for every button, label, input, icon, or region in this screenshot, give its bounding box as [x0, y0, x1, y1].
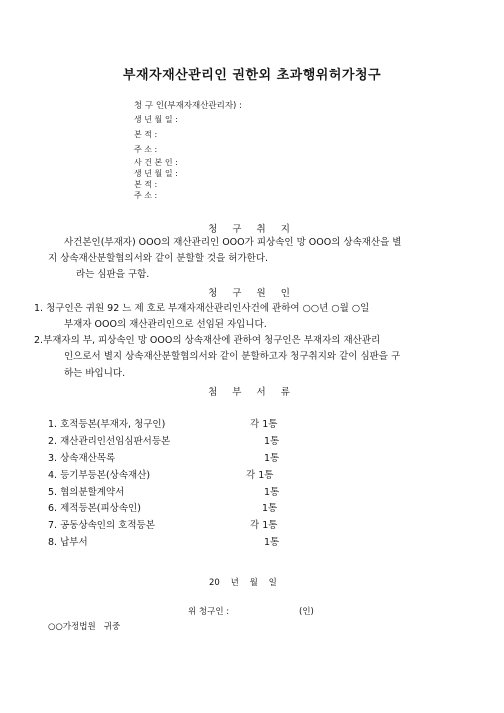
- cause-item1-line1: 1. 청구인은 귀원 92 느 제 호로 부재자재산관리인사건에 관하여 ○○년 ○월 ○일: [34, 303, 370, 314]
- cause-item2-line3: 하는 바입니다.: [64, 368, 126, 379]
- attachment-qty: 1통: [262, 503, 278, 514]
- applicant-domicile: 본 적 :: [134, 130, 158, 139]
- attachment-name: 4. 등기부등본(상속재산): [48, 470, 151, 481]
- case-person-name: 사 건 본 인 :: [134, 158, 178, 167]
- attachment-qty: 각 1통: [246, 470, 274, 481]
- cause-heading: 청 구 원 인: [208, 288, 296, 299]
- attachment-name: 2. 재산관리인선임심판서등본: [48, 436, 171, 447]
- purpose-line-1: 사건본인(부재자) OOO의 재산관리인 OOO가 피상속인 망 OOO의 상속재산을 별: [64, 237, 402, 248]
- date-line: 20 년 월 일: [209, 578, 277, 588]
- attachment-name: 8. 납부서: [48, 537, 88, 548]
- attachment-name: 1. 호적등본(부재자, 청구인): [48, 419, 166, 430]
- signature-seal: (인): [299, 607, 314, 617]
- applicant-label: 청 구 인(부재자재산관리자) :: [134, 101, 242, 111]
- applicant-birth: 생 년 월 일 :: [134, 115, 178, 124]
- attachment-qty: 1통: [264, 537, 280, 548]
- case-person-address: 주 소 :: [134, 191, 158, 200]
- attachment-name: 7. 공동상속인의 호적등본: [48, 520, 155, 531]
- purpose-heading: 청 구 취 지: [208, 224, 296, 235]
- court-addressee: ○○가정법원 귀중: [48, 622, 121, 632]
- applicant-address: 주 소 :: [134, 145, 158, 154]
- purpose-line-3: 라는 심판을 구함.: [76, 269, 150, 280]
- signature-label: 위 청구인 :: [188, 607, 230, 617]
- case-person-domicile: 본 적 :: [134, 180, 158, 189]
- attachment-name: 6. 제적등본(피상속인): [48, 503, 141, 514]
- purpose-line-2: 지 상속재산분할협의서와 같이 분할할 것을 허가한다.: [48, 253, 269, 264]
- attachment-qty: 1통: [264, 487, 280, 498]
- document-title: 부재자재산관리인 권한외 초과행위허가청구: [122, 68, 382, 83]
- cause-item2-line1: 2.부재자의 부, 피상속인 망 OOO의 상속재산에 관하여 청구인은 부재자의 재산관리: [34, 335, 381, 346]
- cause-item2-line2: 인으로서 별지 상속재산분할협의서와 같이 분할하고자 청구취지와 같이 심판을 구: [64, 351, 401, 362]
- cause-item1-line2: 부재자 OOO의 재산관리인으로 선임된 자입니다.: [64, 319, 267, 330]
- attachment-qty: 1통: [264, 453, 280, 464]
- attachment-qty: 각 1통: [250, 520, 278, 531]
- attachment-name: 5. 협의분할계약서: [48, 487, 125, 498]
- case-person-birth: 생 년 월 일 :: [134, 169, 178, 178]
- attachment-qty: 각 1통: [250, 419, 278, 430]
- attachment-qty: 1통: [264, 436, 280, 447]
- attachment-name: 3. 상속재산목록: [48, 453, 116, 464]
- attachments-heading: 첨 부 서 류: [208, 387, 296, 398]
